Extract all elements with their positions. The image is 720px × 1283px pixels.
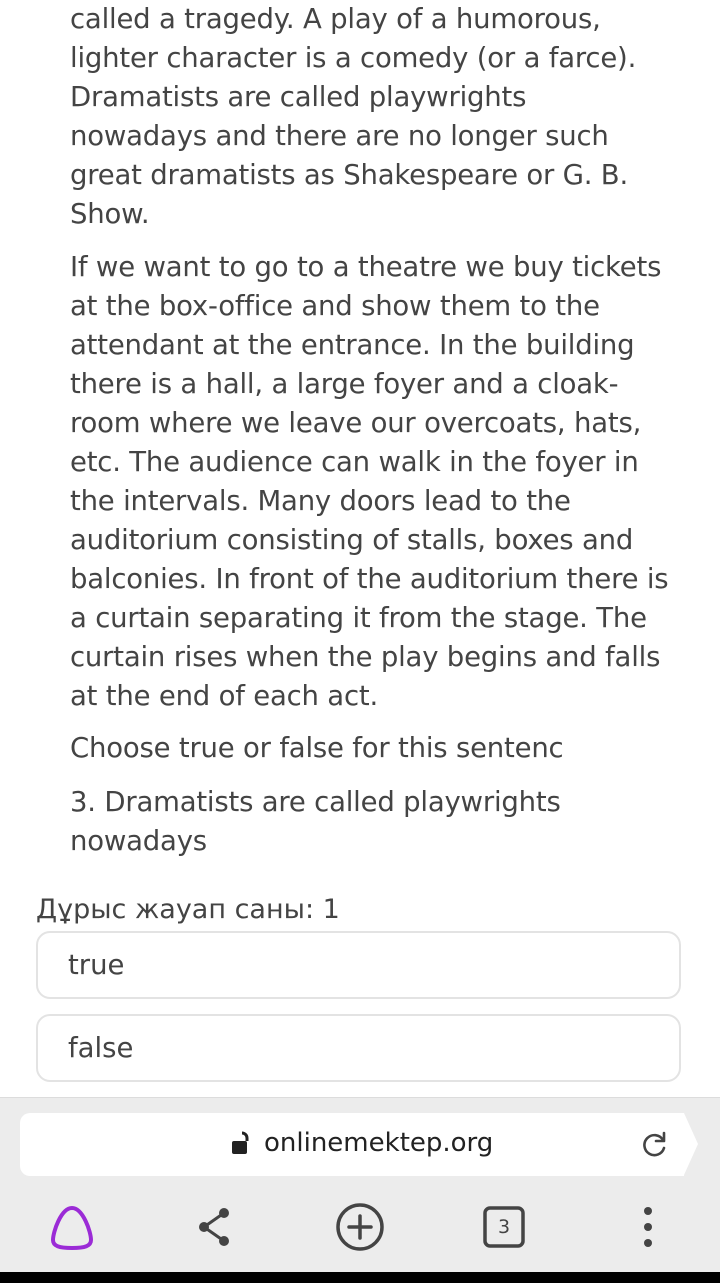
instruction-text: Choose true or false for this sentenc xyxy=(70,732,564,764)
tabs-icon[interactable] xyxy=(479,1202,529,1252)
system-nav-strip xyxy=(0,1272,720,1283)
lock-icon xyxy=(231,1130,253,1156)
question-text: 3. Dramatists are called playwrights nowadays xyxy=(70,786,561,857)
menu-icon[interactable] xyxy=(623,1202,673,1252)
new-tab-icon[interactable] xyxy=(335,1202,385,1252)
tabs-count: 3 xyxy=(497,1216,511,1238)
option-false[interactable] xyxy=(36,1014,681,1082)
url-text: onlinemektep.org xyxy=(264,1128,494,1158)
option-true[interactable] xyxy=(36,931,681,999)
option-label: true xyxy=(68,949,125,981)
share-icon[interactable] xyxy=(190,1202,240,1252)
paragraph-2: If we want to go to a theatre we buy tickets at the box-office and show them to the attendant at the entrance. In the building there is a hall, a large foyer and a cloak-room where we leave our overcoats, hats, etc. The audience can walk in the foyer in the intervals. Many doors lead to the auditorium consisting of stalls, boxes and balconies. In front of the auditorium there is a curtain separating it from the stage. The curtain rises when the play begins and falls at the end of each act. xyxy=(70,251,669,712)
paragraph-1: called a tragedy. A play of a humorous, lighter character is a comedy (or a farce). Dramatists are called playwrights nowadays and there are no longer such great dramatists as Shakespeare or G. B. Show. xyxy=(70,3,637,230)
alice-icon[interactable] xyxy=(47,1202,97,1252)
reload-icon[interactable] xyxy=(640,1129,670,1159)
option-label: false xyxy=(68,1032,134,1064)
address-bar[interactable] xyxy=(20,1113,684,1176)
answer-count-label: Дұрыс жауап саны: 1 xyxy=(36,894,340,925)
